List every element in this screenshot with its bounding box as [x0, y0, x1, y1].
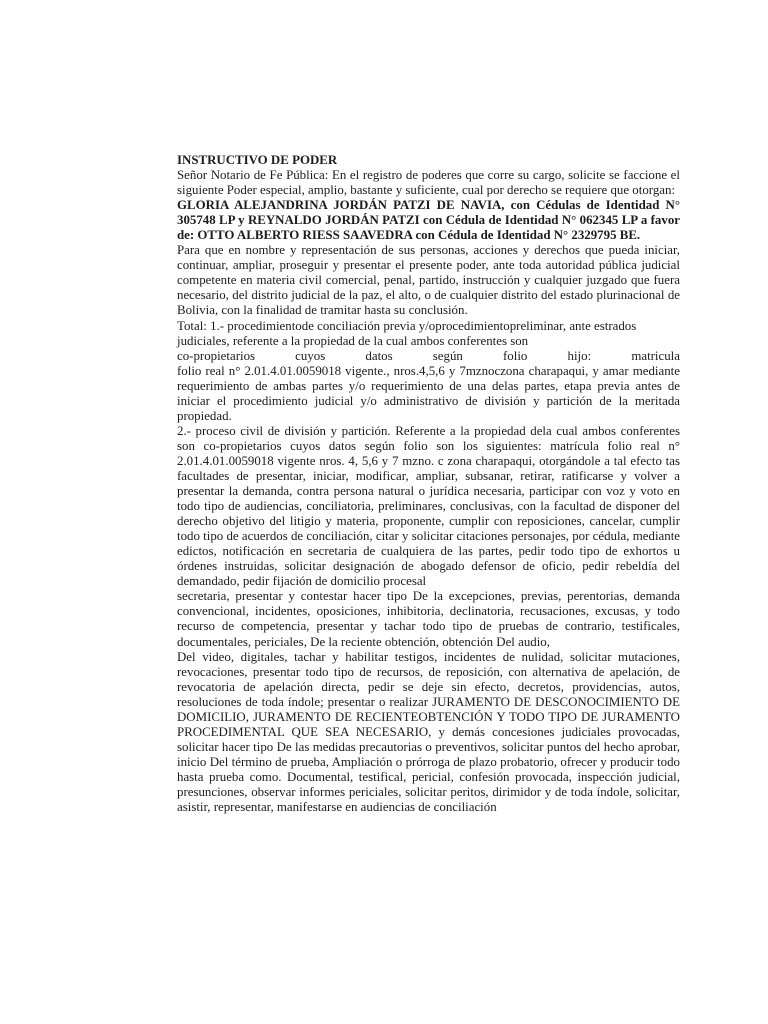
item2-paragraph: 2.- proceso civil de división y partición. Referente a la propiedad dela cual ambos conferentes son co-propietarios cuyos datos según folio son los siguientes: matrícula folio real n° 2.01.4.01.0059018 vigente nros. 4, 5,6 y 7 mzno. c zona charapaqui, otorgándole a tal efecto tas facultades de presentar, iniciar, modificar, ampliar, subsanar, retirar, ratificarse y volver a presentar la demanda, contra persona natural o jurídica necesaria, participar con voz y voto en todo tipo de audiencias, conciliatoria, preliminares, conclusivas, con la facultad de disponer del derecho objetivo del litigio y materia, proponente, cumplir con reposiciones, cancelar, cumplir todo tipo de acuerdos de conciliación, citar y solicitar citaciones personajes, por cédula, mediante edictos, notificación en secretaria de cualquiera de las partes, pedir todo tipo de exhortos u órdenes instruidas, solicitar designación de abogado defensor de oficio, pedir rebeldía del demandado, pedir fijación de domicilio procesal	[177, 423, 680, 589]
purpose-paragraph: Para que en nombre y representación de sus personas, acciones y derechos que pueda iniciar, continuar, ampliar, proseguir y presentar el presente poder, ante toda autoridad pública judicial competente en materia civil comercial, penal, partido, instrucción y cualquier juzgado que fuera necesario, del distrito judicial de la paz, el alto, o de cualquier distrito del estado plurinacional de Bolivia, con la finalidad de tramitar hasta su conclusión.	[177, 243, 680, 318]
item1-first-line: Total: 1.- procedimientode conciliación previa y/oprocedimientopreliminar, ante estrados judiciales, referente a la propiedad de la cual ambos conferentes son	[177, 318, 637, 348]
document-title: INSTRUCTIVO DE PODER	[177, 153, 338, 167]
item4-paragraph: Del video, digitales, tachar y habilitar testigos, incidentes de nulidad, solicitar mutaciones, revocaciones, presentar todo tipo de recursos, de reposición, con alternativa de apelación, de revocatoria de apelación directa, pedir se deje sin efecto, decretos, providencias, autos, resoluciones de toda índole; presentar o realizar JURAMENTO DE DESCONOCIMIENTO DE DOMICILIO, JURAMENTO DE RECIENTEOBTENCIÓN Y TODO TIPO DE JURAMENTO PROCEDIMENTAL QUE SEA NECESARIO, y demás concesiones judiciales provocadas, solicitar hacer tipo De las medidas precautorias o preventivos, solicitar puntos del hecho aprobar, inicio Del término de prueba, Ampliación o prórroga de plazo probatorio, ofrecer y producir todo hasta prueba como. Documental, testifical, pericial, confesión provocada, inspección judicial, presunciones, observar informes periciales, solicitar peritos, dirimidor y de toda índole, solicitar, asistir, representar, manifestarse en audiencias de conciliación	[177, 649, 680, 815]
item1-rest: folio real n° 2.01.4.01.0059018 vigente., nros.4,5,6 y 7mznoczona charapaqui, y amar mediante requerimiento de ambas partes y/o requerimiento de una delas partes, etapa previa antes de iniciar el procedimiento judicial y/o administrativo de división y partición de la meritada propiedad.	[177, 363, 680, 423]
document-page	[177, 153, 680, 815]
item1-spread-line: co-propietarios cuyos datos según folio hijo: matricula	[177, 348, 680, 363]
intro-paragraph: Señor Notario de Fe Pública: En el registro de poderes que corre su cargo, solicite se faccione el siguiente Poder especial, amplio, bastante y suficiente, cual por derecho se requiere que otorgan:	[177, 168, 680, 198]
item3-paragraph: secretaria, presentar y contestar hacer tipo De la excepciones, previas, perentorias, demanda convencional, incidentes, oposiciones, inhibitoria, declinatoria, recusaciones, excusas, y todo recurso de competencia, presentar y tachar todo tipo de pruebas de contrario, testificales, documentales, periciales, De la reciente obtención, obtención Del audio,	[177, 589, 680, 649]
parties-paragraph: GLORIA ALEJANDRINA JORDÁN PATZI DE NAVIA, con Cédulas de Identidad N° 305748 LP y REYNALDO JORDÁN PATZI con Cédula de Identidad N° 062345 LP a favor de: OTTO ALBERTO RIESS SAAVEDRA con Cédula de Identidad N° 2329795 BE.	[177, 198, 680, 243]
